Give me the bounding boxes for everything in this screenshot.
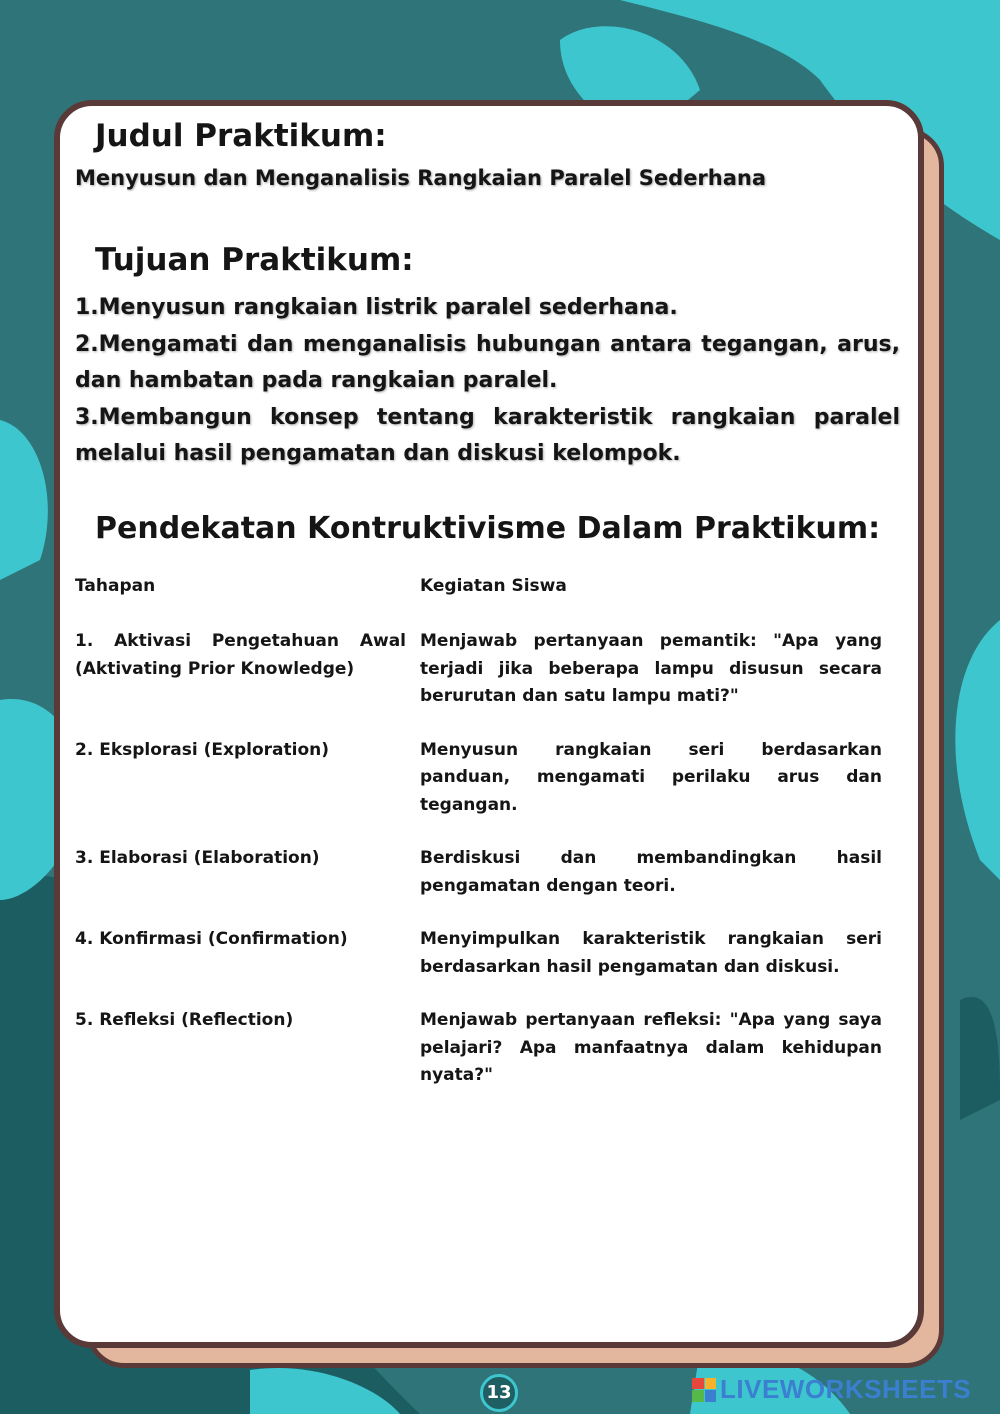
liveworksheets-icon [692, 1378, 716, 1402]
kegiatan-cell: Menyimpulkan karakteristik rangkaian seri berdasarkan hasil pengamatan dan diskusi. [420, 929, 882, 977]
tahapan-cell: 5. Refleksi (Reflection) [75, 1010, 294, 1030]
kegiatan-cell: Menjawab pertanyaan refleksi: "Apa yang saya pelajari? Apa manfaatnya dalam kehidupan nyata?" [420, 1010, 882, 1085]
table-row [75, 737, 900, 820]
column-header-tahapan: Tahapan [75, 575, 156, 596]
brand-name: LIVEWORKSHEETS [720, 1374, 972, 1404]
tahapan-cell: 1. Aktivasi Pengetahuan Awal (Aktivating Prior Knowledge) [75, 631, 406, 679]
tujuan-heading: Tujuan Praktikum: [95, 242, 414, 278]
worksheet-content [75, 112, 900, 1116]
page-number-badge: 13 [480, 1374, 518, 1412]
tujuan-item: 2.Mengamati dan menganalisis hubungan antara tegangan, arus, dan hambatan pada rangkaian paralel. [75, 331, 900, 393]
kegiatan-cell: Berdiskusi dan membandingkan hasil pengamatan dengan teori. [420, 848, 882, 896]
judul-title: Menyusun dan Menganalisis Rangkaian Paralel Sederhana [75, 166, 767, 190]
table-row [75, 1007, 900, 1090]
tahapan-cell: 3. Elaborasi (Elaboration) [75, 848, 320, 868]
table-row [75, 926, 900, 981]
pendekatan-heading: Pendekatan Kontruktivisme Dalam Praktikum: [95, 510, 881, 546]
judul-heading: Judul Praktikum: [95, 118, 387, 154]
kegiatan-cell: Menyusun rangkaian seri berdasarkan panduan, mengamati perilaku arus dan tegangan. [420, 739, 882, 815]
pendekatan-table [75, 573, 900, 1090]
column-header-kegiatan: Kegiatan Siswa [420, 575, 567, 596]
kegiatan-cell: Menjawab pertanyaan pemantik: "Apa yang terjadi jika beberapa lampu disusun secara berurutan dan satu lampu mati?" [420, 631, 882, 706]
tujuan-item: 3.Membangun konsep tentang karakteristik rangkaian paralel melalui hasil pengamatan dan diskusi kelompok. [75, 404, 900, 466]
tahapan-cell: 4. Konfirmasi (Confirmation) [75, 929, 348, 949]
liveworksheets-logo[interactable] [692, 1374, 971, 1405]
table-row [75, 628, 900, 711]
tujuan-item: 1.Menyusun rangkaian listrik paralel sederhana. [75, 295, 678, 320]
table-row [75, 845, 900, 900]
tujuan-list [75, 290, 900, 473]
table-header-row [75, 573, 900, 601]
tahapan-cell: 2. Eksplorasi (Exploration) [75, 739, 330, 760]
